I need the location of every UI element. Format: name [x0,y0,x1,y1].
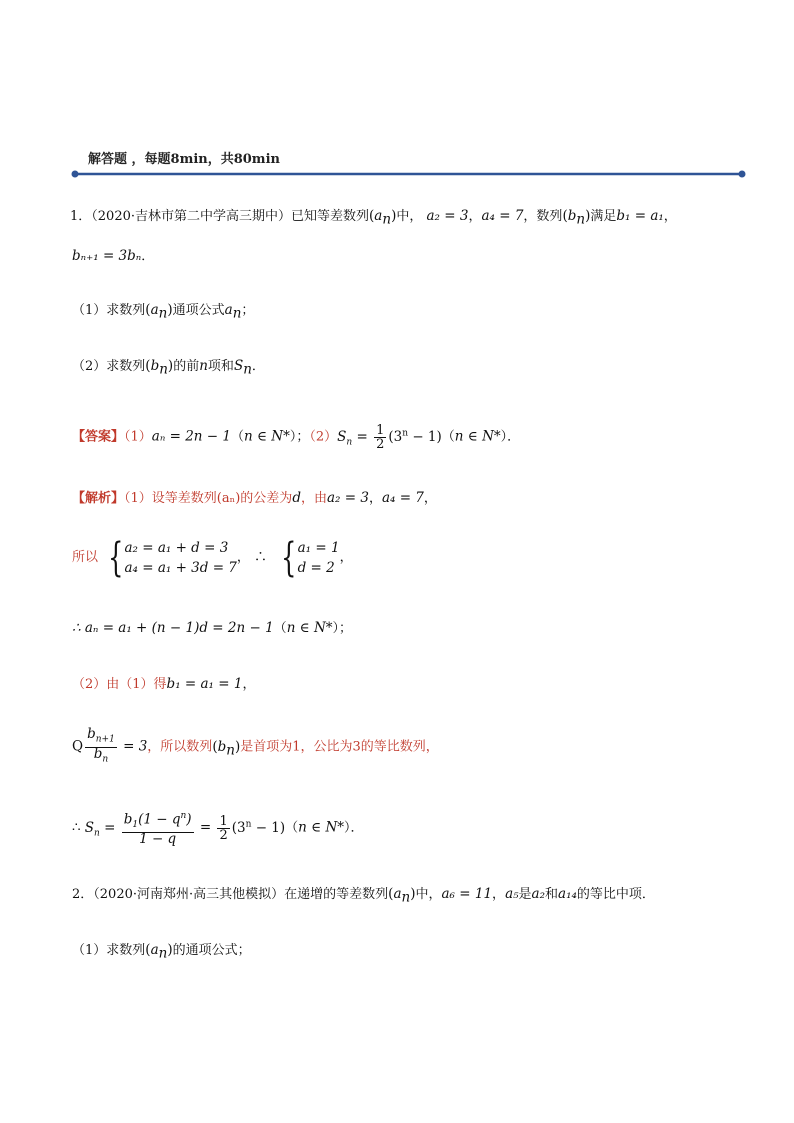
cond-a4: a₄ = 7 [481,208,524,224]
problem-1-question-1: （1）求数列$(a_n)$通项公式$a_n$； [72,302,255,322]
cond-recursion: bₙ₊₁ = 3bₙ [72,248,142,264]
analysis-tag: 【解析】 [72,491,125,506]
problem-1-question-2: （2）求数列$(b_n)$的前n项和$S_n$． [72,358,265,378]
analysis-line-6: ∴ $S_n$ = $\frac{b_1(1 - q^n)}{1 - q}$ = $\frac{1}{2}$ $(3^n - 1)(n$ ∈ N*）． [72,810,364,848]
problem-number: 2． [72,887,94,902]
seq-b: $(b_n)$ [562,208,591,228]
cond-b1: b₁ = a₁ [616,208,664,224]
stem-text: 满足 [590,209,617,224]
analysis-system: 所以 { a₂ = a₁ + d = 3 a₄ = a₁ + 3d = 7 ， ∴ { a₁ = 1 d = 2 ， [72,535,353,581]
answer-tag: 【答案】 [72,429,125,445]
answer-block: 【答案】（1）aₙ = 2n − 1（n ∈ N*）；$(2)S_n$ = $\frac{1}{2}$ $(3^n - 1)(n$ ∈ N*）． [72,422,521,452]
stem-text: 已知等差数列 [291,209,370,224]
problem-1-stem: 1．（2020·吉林市第二中学高三期中）已知等差数列$(a_n)$中， a₂ = 3，a₄ = 7，数列$(b_n)$满足b₁ = a₁， [70,208,677,228]
problem-2-stem: 2．（2020·河南郑州·高三其他模拟）在递增的等差数列$(a_n)$中，a₆ = 11，a₅是a₂和a₁₄的等比中项． [72,886,655,906]
analysis-line-5: Q $\frac{b_{n+1}}{b_n}$ = 3，所以数列$(b_n)$是首项为1，公比为3的等比数列， [72,726,439,765]
answer-2-fraction: $\frac{1}{2}$ [376,422,385,452]
section-title: 解答题 ，每题8min，共80min [88,152,280,167]
problem-source: （2020·吉林市第二中学高三期中） [91,209,291,224]
problem-number: 1． [70,209,92,224]
analysis-line-4: （2）由（1）得b₁ = a₁ = 1， [72,676,256,692]
analysis-line-1: 【解析】（1）设等差数列(aₙ)的公差为d，由a₂ = 3，a₄ = 7， [72,490,437,506]
stem-text: ，数列 [523,209,563,224]
problem-1-stem-line2: bₙ₊₁ = 3bₙ． [72,248,155,264]
seq-a: $(a_n)$ [369,208,397,228]
header-divider [70,168,750,180]
problem-source: （2020·河南郑州·高三其他模拟） [93,887,285,902]
analysis-line-3: ∴ aₙ = a₁ + (n − 1)d = 2n − 1（n ∈ N*）； [72,620,353,636]
cond-a2: a₂ = 3 [426,208,469,224]
stem-text: 中， [396,209,423,224]
answer-1-formula: aₙ = 2n − 1 [151,428,231,445]
problem-2-question-1: （1）求数列$(a_n)$的通项公式； [72,942,251,962]
